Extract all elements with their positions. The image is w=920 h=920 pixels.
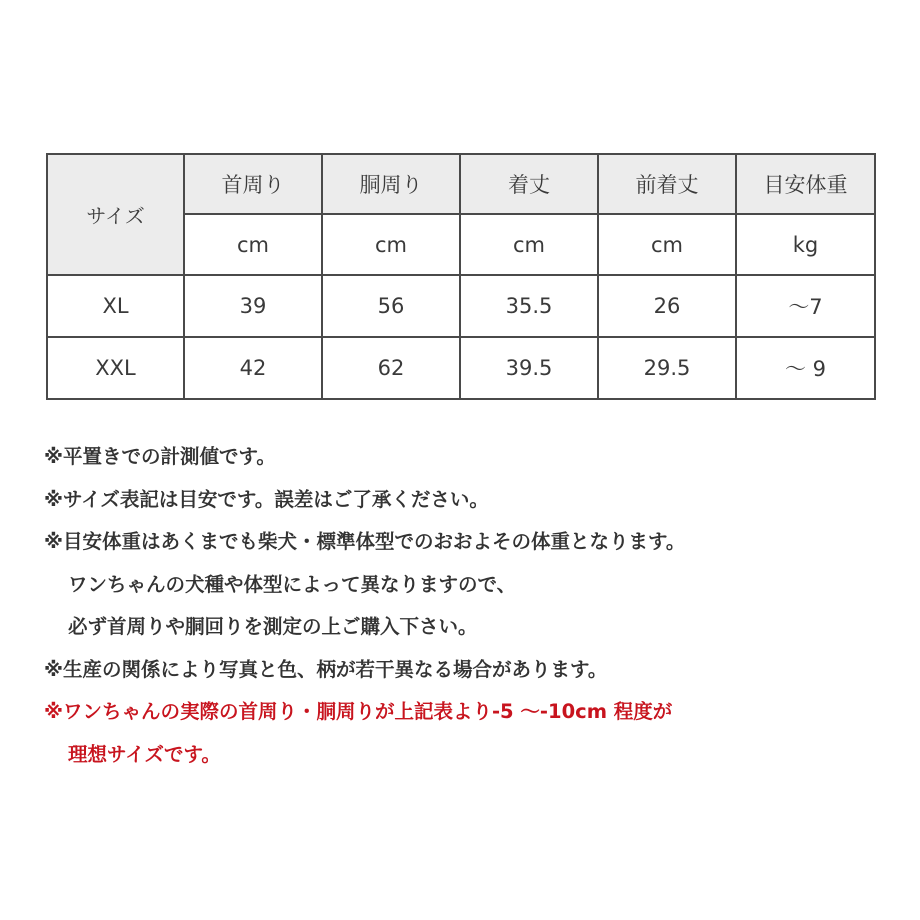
note-weight-guide-cont1: ワンちゃんの犬種や体型によって異なりますので、 (68, 572, 517, 596)
neck-cell: 42 (184, 337, 322, 399)
neck-unit: cm (184, 214, 322, 275)
weight-header: 目安体重 (736, 154, 875, 214)
length-cell: 35.5 (460, 275, 598, 337)
chest-cell: 62 (322, 337, 460, 399)
length-cell: 39.5 (460, 337, 598, 399)
note-weight-guide-cont2: 必ず首周りや胴回りを測定の上ご購入下さい。 (68, 615, 478, 638)
weight-cell: ～ 9 (736, 337, 875, 399)
length-unit: cm (460, 214, 598, 275)
size-cell: XXL (47, 337, 184, 399)
note-flat-measure: ※平置きでの計測値です。 (44, 445, 276, 468)
front-length-unit: cm (598, 214, 736, 275)
weight-unit: kg (736, 214, 875, 275)
neck-header: 首周り (184, 154, 322, 214)
chest-header: 胴周り (322, 154, 460, 214)
note-ideal-size-cont: 理想サイズです。 (68, 742, 221, 766)
size-cell: XL (47, 275, 184, 337)
weight-cell: ～7 (736, 275, 875, 337)
length-header: 着丈 (460, 154, 598, 214)
chest-cell: 56 (322, 275, 460, 337)
notes-section (44, 436, 904, 776)
table-header-row (47, 154, 875, 214)
note-ideal-size: ※ワンちゃんの実際の首周り・胴周りが上記表より-5 ～-10cm 程度が (44, 700, 673, 723)
size-column-header: サイズ (47, 154, 184, 275)
table-row (47, 337, 875, 399)
front-length-cell: 26 (598, 275, 736, 337)
front-length-cell: 29.5 (598, 337, 736, 399)
front-length-header: 前着丈 (598, 154, 736, 214)
note-weight-guide: ※目安体重はあくまでも柴犬・標準体型でのおおよその体重となります。 (44, 530, 686, 553)
note-color-variance: ※生産の関係により写真と色、柄が若干異なる場合があります。 (44, 657, 608, 681)
chest-unit: cm (322, 214, 460, 275)
size-chart-table (46, 153, 876, 400)
note-size-approx: ※サイズ表記は目安です。誤差はご了承ください。 (44, 487, 489, 511)
neck-cell: 39 (184, 275, 322, 337)
table-row (47, 275, 875, 337)
